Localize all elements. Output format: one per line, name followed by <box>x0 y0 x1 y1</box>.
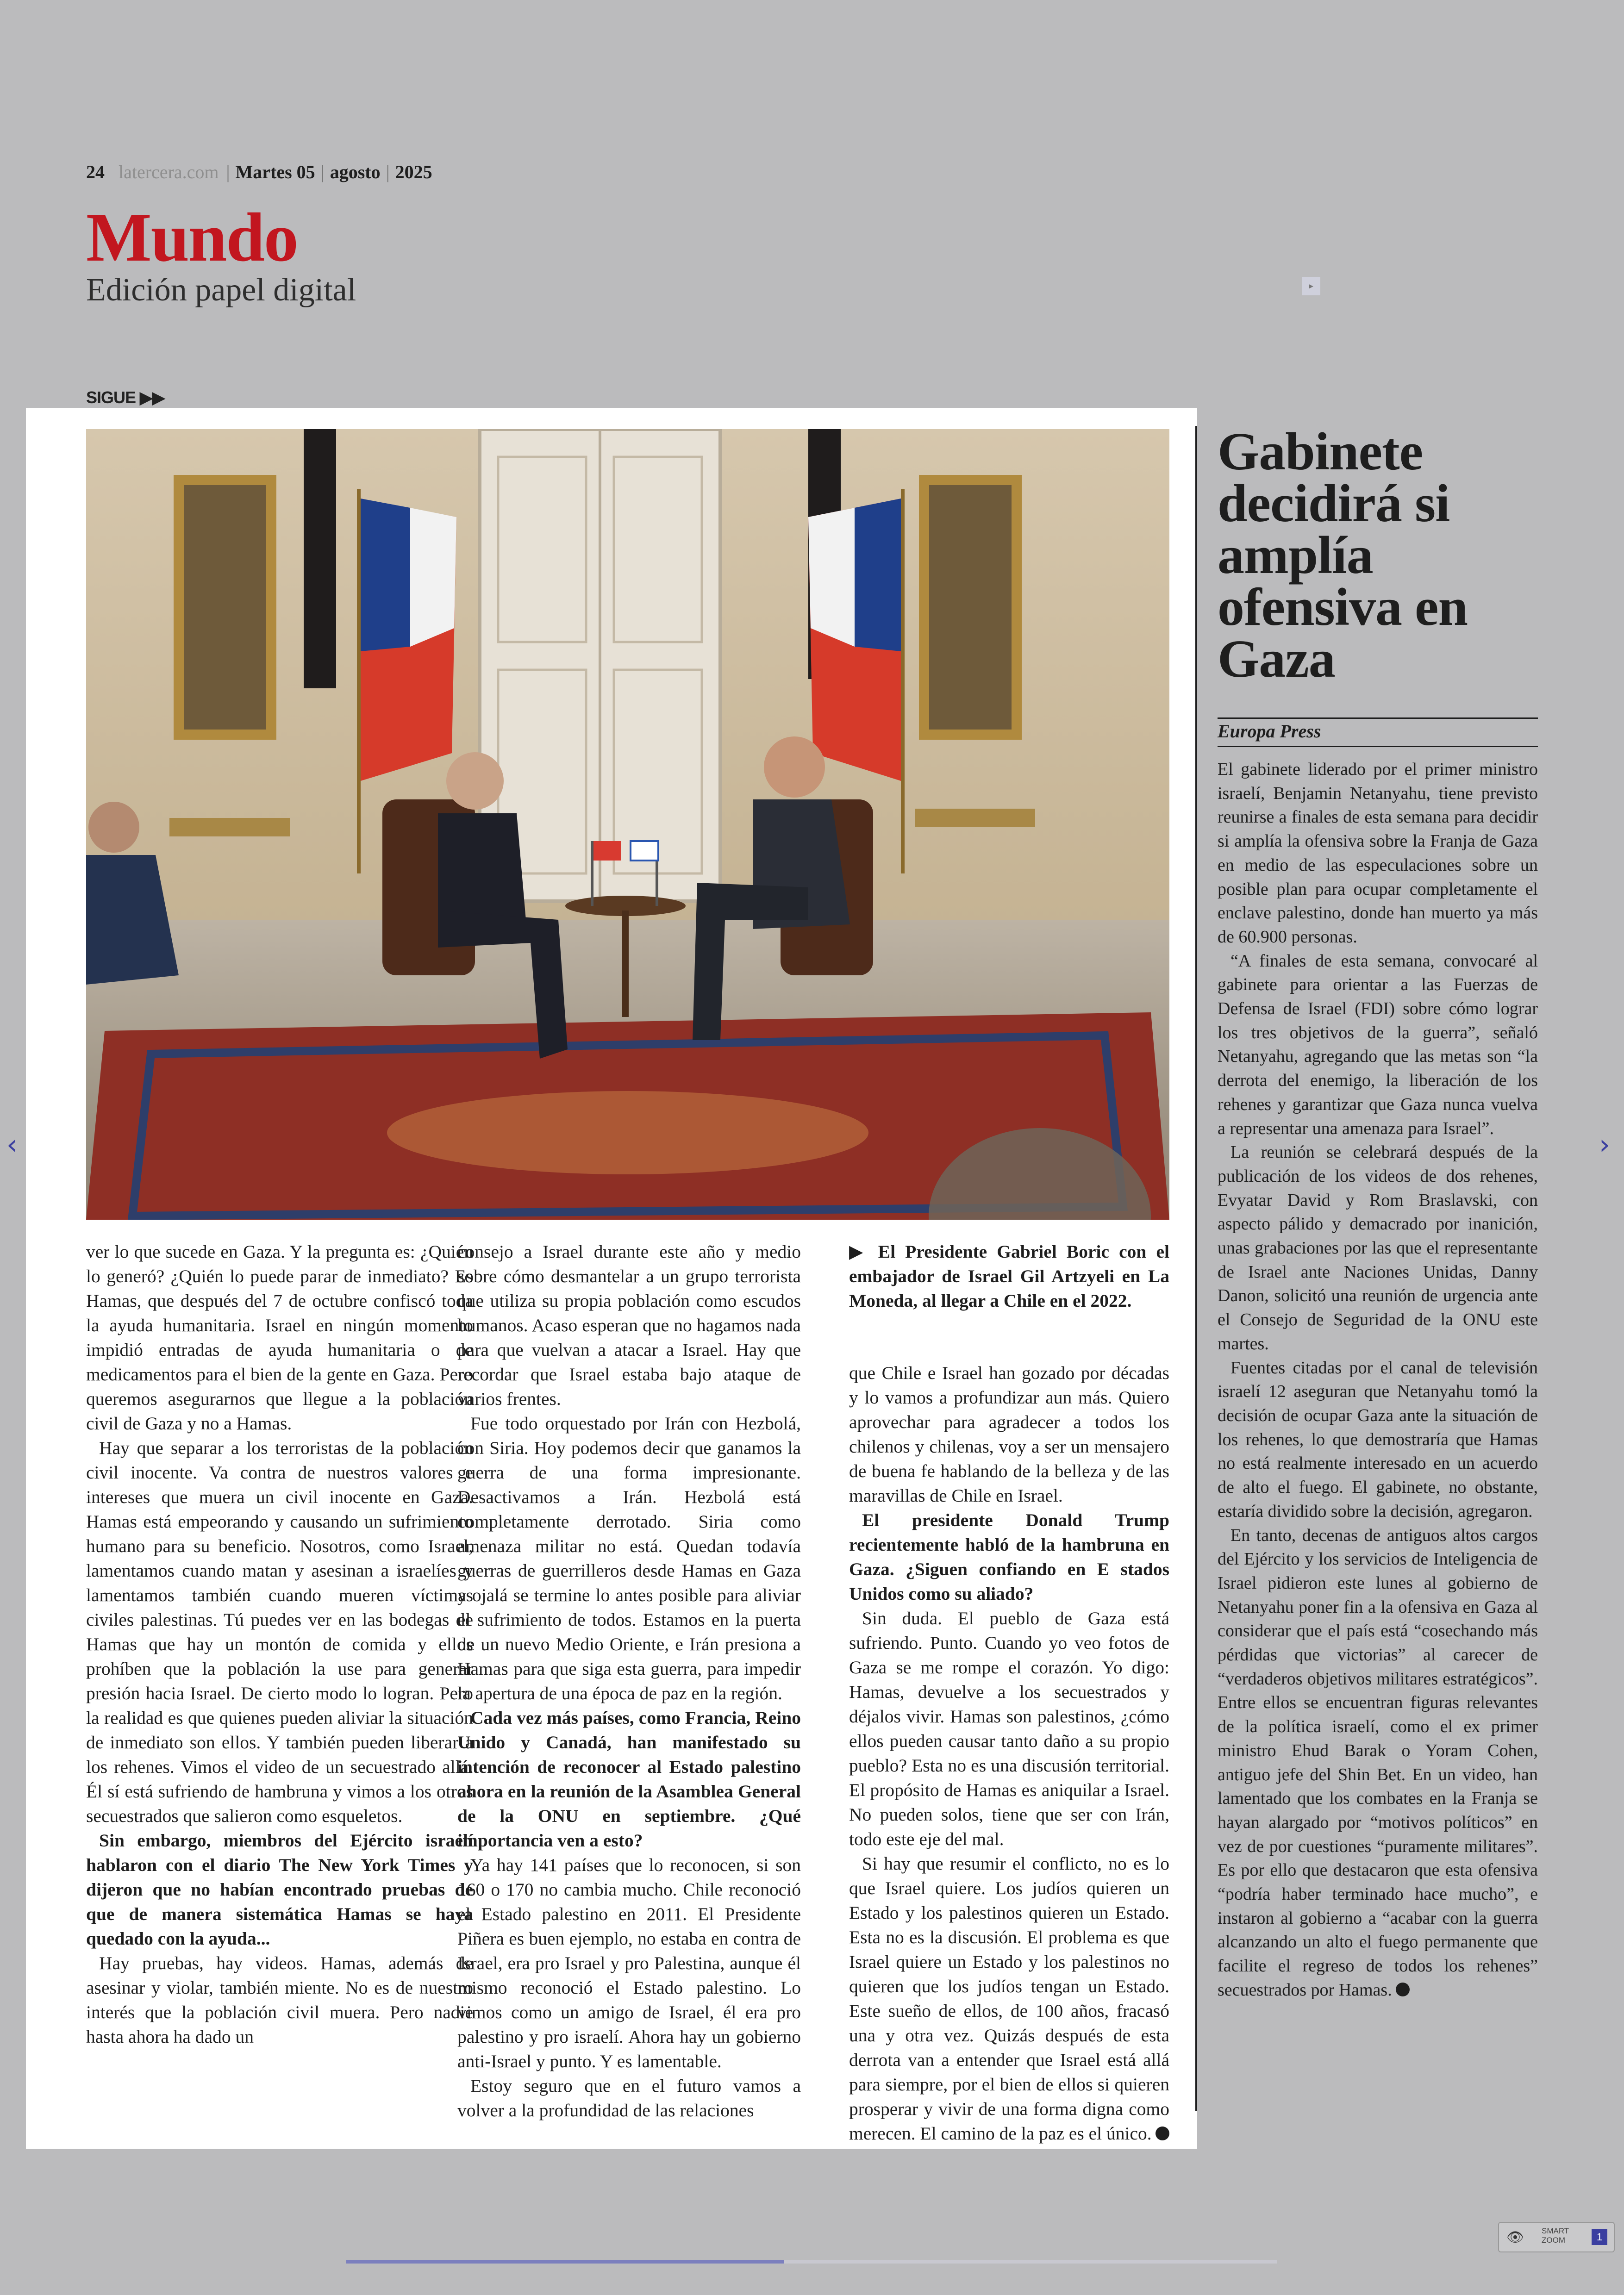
paragraph: “A finales de esta semana, convocaré al gabinete para orientar a las Fuerzas de Defensa de Israel (FDI) sobre cómo lograr los tres objetivos de la guerra”, señaló Netanyahu, agregando que las metas son “la derrota del enemigo, la liberación de los rehenes y garantizar que Gaza nunca vuelva a representar una amenaza para Israel”. <box>1218 951 1538 1138</box>
paragraph <box>1218 1524 1538 2002</box>
article-column-3 <box>849 1361 1169 2146</box>
paragraph: Ya hay 141 países que lo reconocen, si son 160 o 170 no cambia mucho. Chile reconoció el Estado palestino en 2011. El Presidente Piñera es buen ejemplo, no estaba en contra de Israel, era pro Israel y pro Palestina, aunque él mismo reconoció el Estado palestino. Lo vimos como un amigo de Israel, él era pro palestino y pro israelí. Ahora hay un gobierno anti-Israel y punto. Y es lamentable. <box>457 1855 801 2071</box>
byline-rule-top <box>1218 717 1538 719</box>
paragraph <box>849 1852 1169 2146</box>
sidebar-headline: Gabinete decidirá si amplía ofensiva en Gaza <box>1218 422 1468 689</box>
smart-zoom-button[interactable] <box>1498 2222 1615 2252</box>
eye-icon: 👁 <box>1506 2230 1524 2245</box>
article-column-1 <box>86 1240 473 2049</box>
sidebar-body <box>1218 758 1538 2002</box>
page-number: 24 <box>86 162 105 182</box>
smart-zoom-label: SMART ZOOM <box>1542 2226 1569 2245</box>
article-photo <box>86 429 1169 1220</box>
issue-date: Martes 05 <box>235 162 315 182</box>
paragraph: consejo a Israel durante este año y medio sobre cómo desmantelar a un grupo terrorista que utiliza su propia población como escudos humanos. Acaso esperan que no hagamos nada para que vuelvan a atacar a Israel. Hay que recordar que Israel estaba bajo ataque de varios frentes. <box>457 1241 801 1409</box>
end-mark-icon <box>1396 1983 1410 1996</box>
continues-label: SIGUE ▶▶ <box>86 388 165 407</box>
photo-illustration <box>86 429 1169 1220</box>
photo-caption: ▶ El Presidente Gabriel Boric con el embajador de Israel Gil Artzyeli en La Moneda, al llegar a Chile en el 2022. <box>849 1241 1169 1311</box>
smart-zoom-page-badge: 1 <box>1592 2229 1607 2245</box>
page-header: 24 latercera.com | Martes 05 | agosto | 2025 <box>86 162 432 182</box>
article-column-2 <box>457 1240 801 2123</box>
paragraph: Hay que separar a los terroristas de la población civil inocente. Va contra de nuestros valores e intereses que muera un civil inocente en Gaza. Hamas está empeorando y causando un sufrimiento humano para su beneficio. Nosotros, como Israel, lamentamos cuando matan y asesinan a israelíes y lamentamos también cuando mueren víctimas civiles palestinas. Tú puedes ver en las bodegas de Hamas que hay un montón de comida y ellos prohíben que la población la use para generar presión hacia Israel. De cierto modo lo logran. Pero la realidad es que quienes pueden aliviar la situación de inmediato son ellos. Y también pueden liberar a los rehenes. Vimos el video de un secuestrado allá. Él sí está sufriendo de hambruna y vimos a los otros secuestrados que salieron como esqueletos. <box>86 1438 473 1826</box>
paragraph: Fue todo orquestado por Irán con Hezbolá, con Siria. Hoy podemos decir que ganamos la guerra de una forma impresionante. Desactivamos a Irán. Hezbolá está completamente derrotado. Siria como amenaza militar no está. Quedan todavía guerras de guerrilleros desde Hamas en Gaza y ojalá se termine lo antes posible para aliviar el sufrimiento de todos. Estamos en la puerta de un nuevo Medio Oriente, e Irán presiona a Hamas para que siga esta guerra, para impedir la apertura de una época de paz en la región. <box>457 1413 801 1703</box>
paragraph: El gabinete liderado por el primer ministro israelí, Benjamin Netanyahu, tiene previsto reunirse a finales de esta semana para decidir si amplía la ofensiva sobre la Franja de Gaza en medio de las especulaciones sobre un posible plan para ocupar completamente el enclave palestino, donde han muerto ya más de 60.900 personas. <box>1218 760 1538 947</box>
page-marker-icon[interactable]: ▸ <box>1302 277 1320 295</box>
byline: Europa Press <box>1218 721 1321 742</box>
paragraph-text: Si hay que resumir el conflicto, no es lo que Israel quiere. Los judíos quieren un Estado y los palestinos quieren un Estado. Esta no es la discusión. El problema es que Israel quiere un Estado y los palestinos no quieren que los judíos tengan un Estado. Este sueño de ellos, de 100 años, fracasó una y otra vez. Quizás después de esta derrota van a entender que Israel está allá para siempre, por el bien de ellos si quieren prosperar y vivir de una forma digna como merecen. El camino de la paz es el único. <box>849 1853 1169 2144</box>
interview-question: El presidente Donald Trump recientemente habló de la hambruna en Gaza. ¿Siguen confiando en E stados Unidos como su aliado? <box>849 1510 1169 1604</box>
page-progress-bar[interactable] <box>346 2260 1277 2264</box>
section-subtitle: Edición papel digital <box>86 272 356 308</box>
paragraph: Hay pruebas, hay videos. Hamas, además de asesinar y violar, también miente. No es de nuestro interés que la población civil muera. Pero nadie hasta ahora ha dado un <box>86 1953 473 2047</box>
page-progress-fill <box>346 2260 784 2264</box>
byline-rule-bottom <box>1218 746 1538 747</box>
interview-question: Cada vez más países, como Francia, Reino Unido y Canadá, han manifestado su intención de reconocer al Estado palestino ahora en la reunión de la Asamblea General de la ONU en septiembre. ¿Qué importancia ven a esto? <box>457 1708 801 1851</box>
paragraph: Fuentes citadas por el canal de televisión israelí 12 aseguran que Netanyahu tomó la decisión de ocupar Gaza ante la situación de los rehenes, lo que demostraría que Hamas no está realmente interesado en un acuerdo de alto el fuego. El gabinete, no obstante, estaría dividido sobre la decisión, agregaron. <box>1218 1358 1538 1521</box>
paragraph: ver lo que sucede en Gaza. Y la pregunta es: ¿Quién lo generó? ¿Quién lo puede parar de inmediato? Es Hamas, que después del 7 de octubre confiscó toda la ayuda humanitaria. Israel en ningún momento impidió entradas de ayuda humanitaria o de medicamentos para el bien de la gente en Gaza. Pero queremos asegurarnos que llegue a la población civil de Gaza y no a Hamas. <box>86 1241 473 1434</box>
paragraph: Sin duda. El pueblo de Gaza está sufriendo. Punto. Cuando yo veo fotos de Gaza se me rompe el corazón. Yo digo: Hamas, devuelve a los secuestrados y déjalos vivir. Hamas son palestinos, ¿cómo ellos pueden causar tanto daño a su propio pueblo? Esta no es una discusión territorial. El propósito de Hamas es aniquilar a Israel. No pueden solos, tiene que ser con Irán, todo este eje del mal. <box>849 1608 1169 1849</box>
issue-month: agosto <box>330 162 381 182</box>
site-name: latercera.com <box>119 162 219 182</box>
issue-year: 2025 <box>395 162 432 182</box>
paragraph: La reunión se celebrará después de la publicación de los videos de dos rehenes, Evyatar David y Rom Braslavski, con aspecto pálido y demacrado por inanición, unas grabaciones por las que el representante de Israel ante Naciones Unidas, Danny Danon, solicitó una reunión de urgencia ante el Consejo de Seguridad de la ONU este martes. <box>1218 1142 1538 1353</box>
section-title: Mundo <box>86 199 298 276</box>
paragraph: Estoy seguro que en el futuro vamos a volver a la profundidad de las relaciones <box>457 2076 801 2120</box>
end-mark-icon <box>1156 2127 1169 2140</box>
column-divider <box>1195 426 1197 2111</box>
previous-page-button[interactable]: ‹ <box>6 1129 18 1161</box>
paragraph: que Chile e Israel han gozado por décadas y lo vamos a profundizar aun más. Quiero aprovechar para agradecer a todos los chilenos y chilenas, voy a ser un mensajero de buena fe hablando de la belleza y de las maravillas de Chile en Israel. <box>849 1363 1169 1506</box>
next-page-button[interactable]: › <box>1599 1129 1610 1161</box>
interview-question: Sin embargo, miembros del Ejército israelí hablaron con el diario The New York Times y dijeron que no habían encontrado pruebas de que de manera sistemática Hamas se haya quedado con la ayuda... <box>86 1830 473 1949</box>
paragraph-text: En tanto, decenas de antiguos altos cargos del Ejército y los servicios de Inteligencia de Israel pidieron este lunes al gobierno de Netanyahu poner fin a la ofensiva en Gaza al considerar que el país está “cosechando más pérdidas que victorias” al carecer de “verdaderos objetivos militares estratégicos”. Entre ellos se encuentran figuras relevantes de la política israelí, como el ex primer ministro Ehud Barak o Yoram Cohen, antiguo jefe del Shin Bet. En un video, han lamentado que los combates en la Franja se hayan alargado por “motivos políticos” en vez de por cuestiones “puramente militares”. Es por ello que destacaron que esta ofensiva “podría haber terminado hace mucho”, e instaron al gobierno a “acabar con la guerra alcanzando un alto el fuego permanente que facilite el regreso de todos los rehenes” secuestrados por Hamas. <box>1218 1525 1538 2000</box>
